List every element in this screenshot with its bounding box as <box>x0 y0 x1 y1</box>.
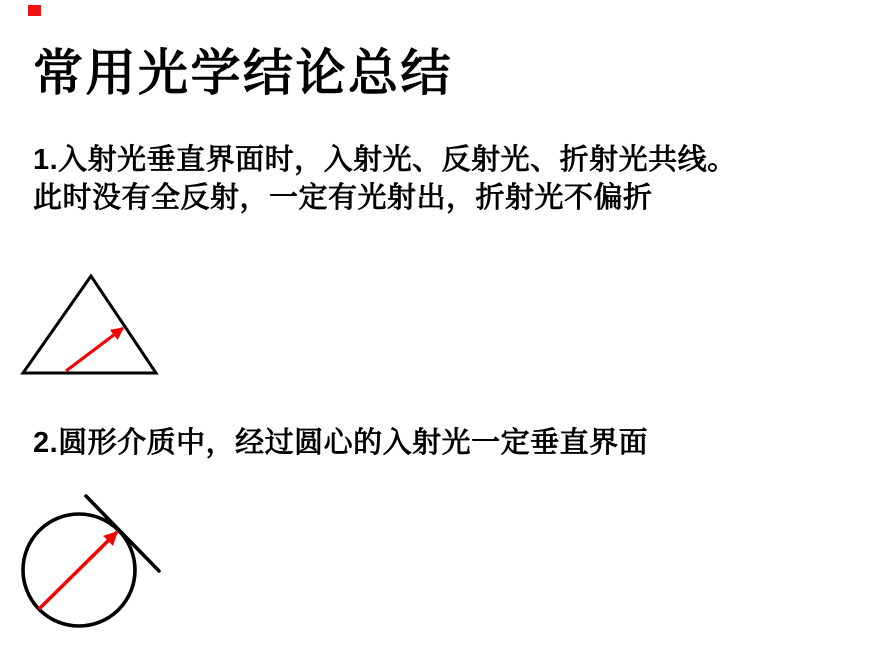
tangent-interface-line <box>86 496 159 571</box>
point-1-text <box>33 142 737 217</box>
prism-triangle-outline <box>23 276 156 373</box>
point-2-text <box>33 425 648 463</box>
light-ray-arrow <box>66 328 123 371</box>
prism-triangle-figure <box>8 258 198 383</box>
circular-medium-figure <box>18 490 168 635</box>
page-title: 常用光学结论总结 <box>33 45 453 101</box>
slide-corner-red-marker <box>28 5 41 16</box>
point-1-line-1: 1.入射光垂直界面时，入射光、反射光、折射光共线。 <box>33 144 737 176</box>
light-ray-arrow <box>39 532 117 609</box>
point-2-line-1: 2.圆形介质中，经过圆心的入射光一定垂直界面 <box>33 427 649 459</box>
point-1-line-2: 此时没有全反射，一定有光射出，折射光不偏折 <box>33 181 653 214</box>
